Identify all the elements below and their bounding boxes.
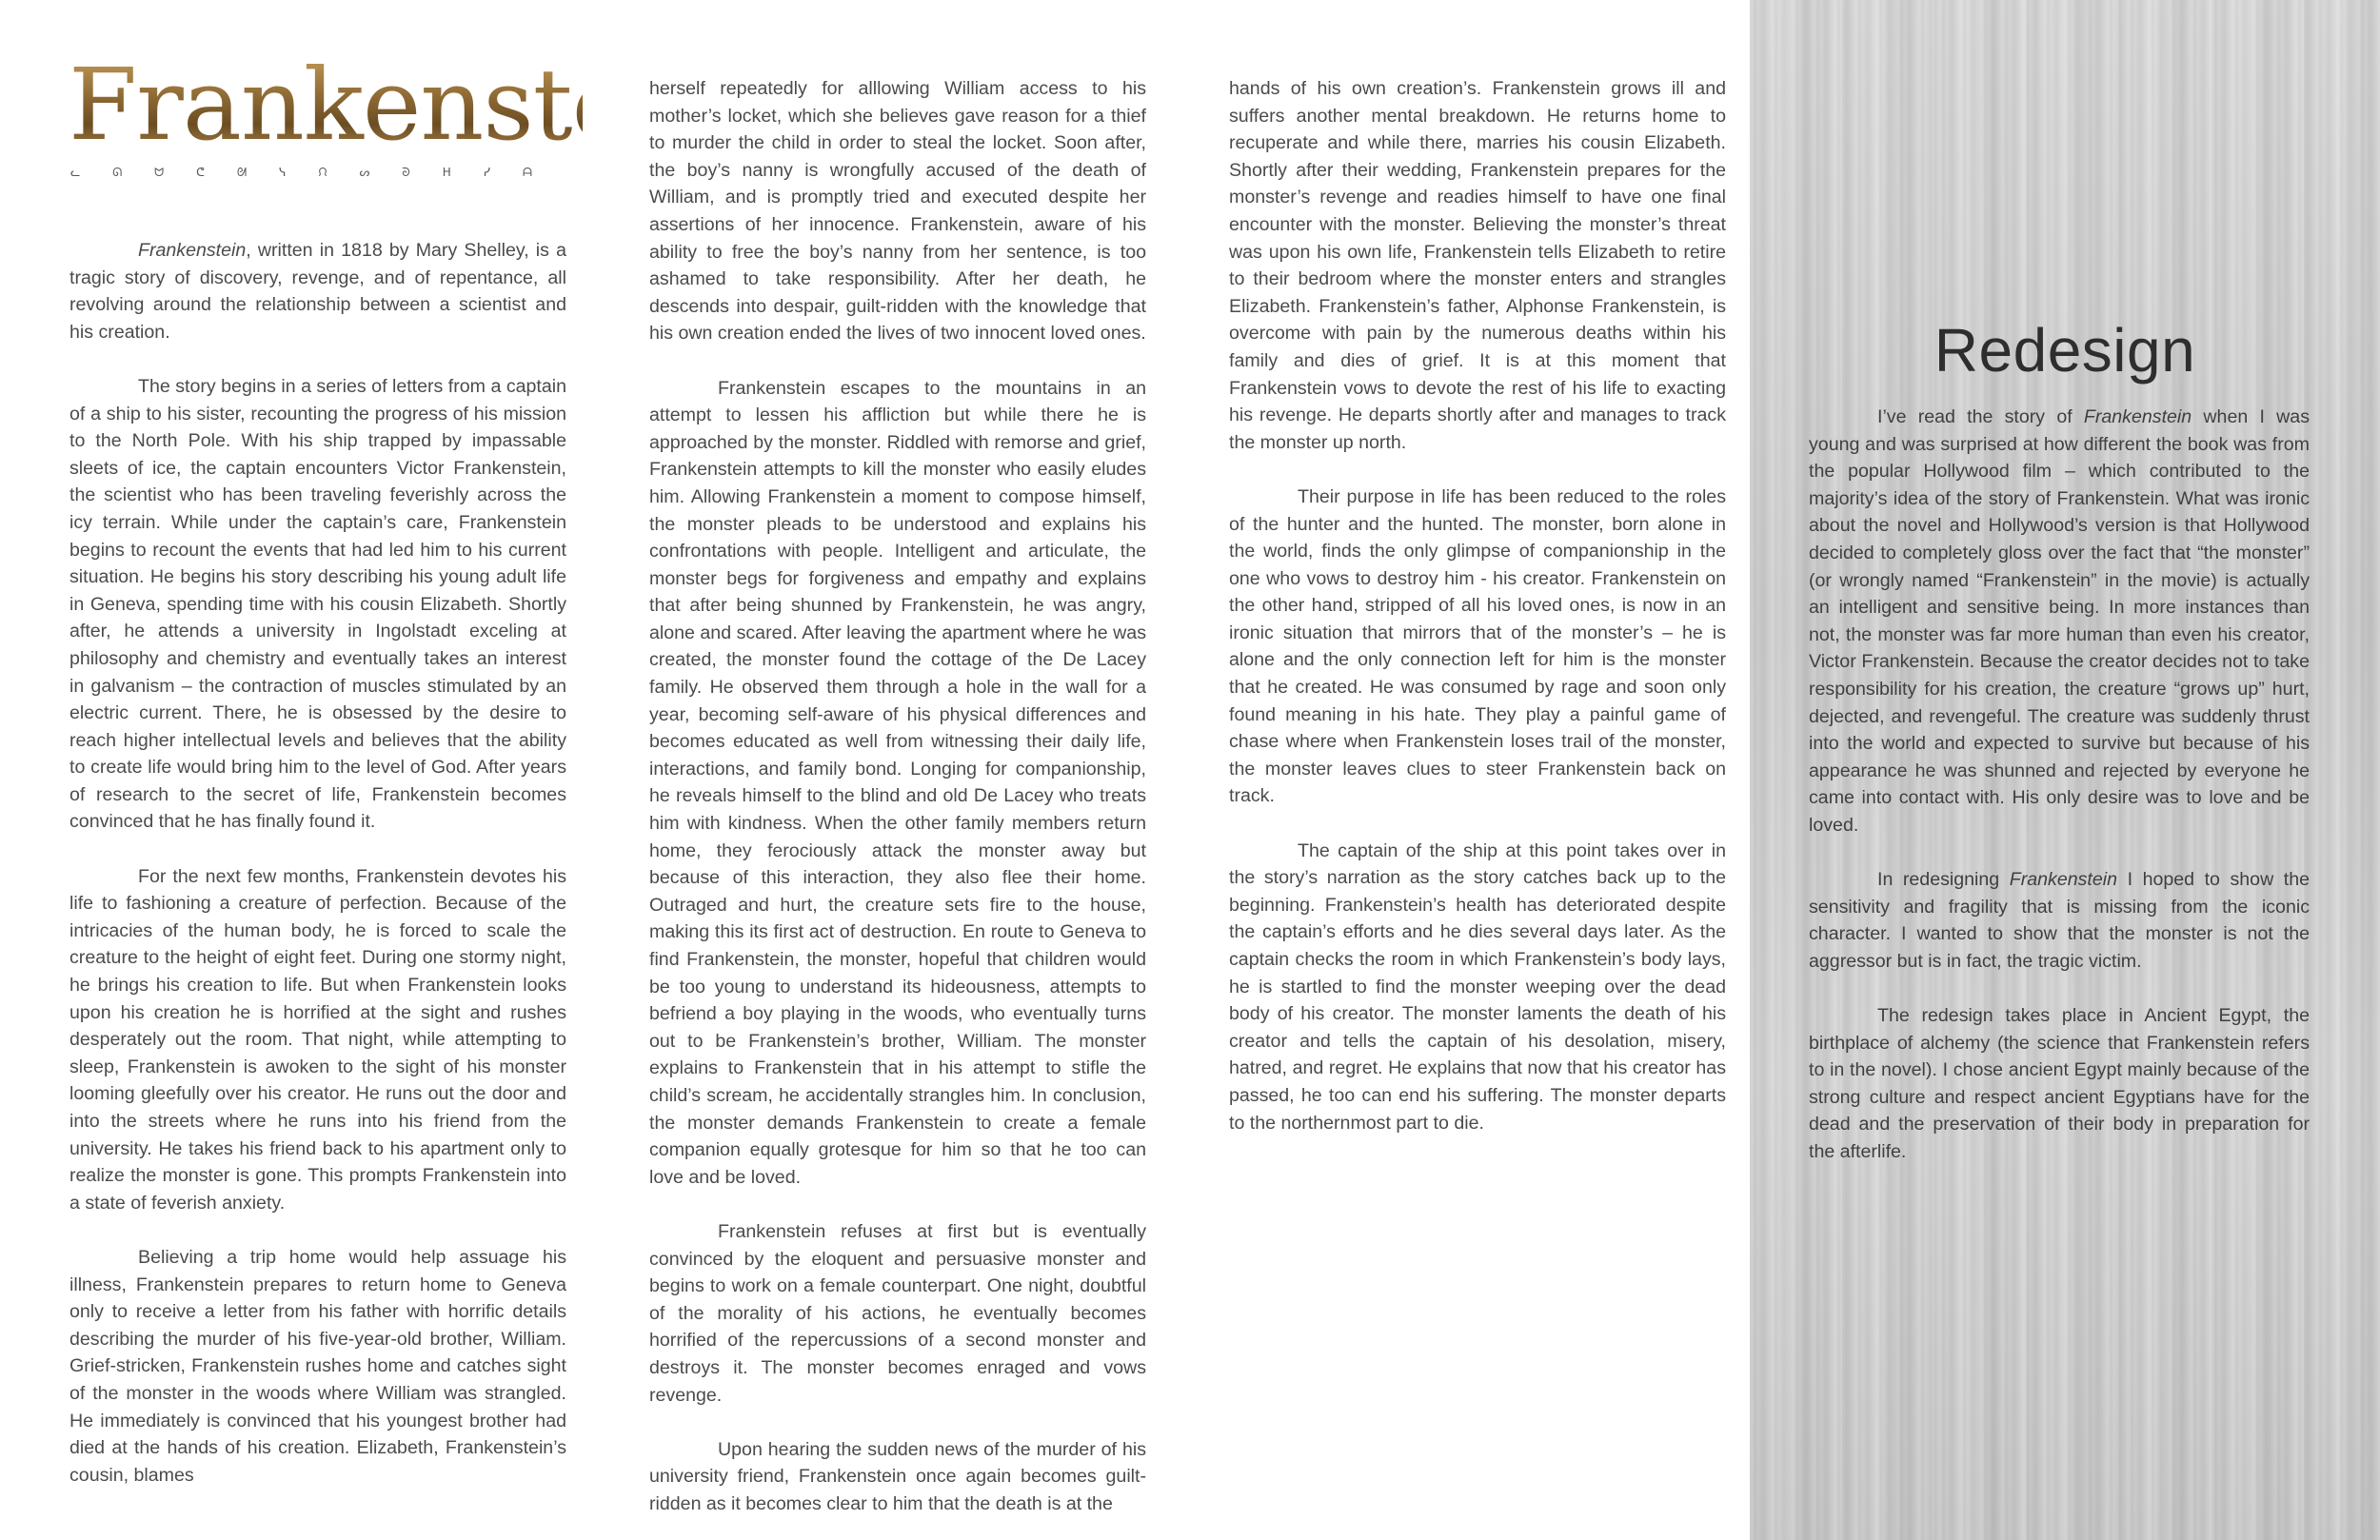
paragraph <box>69 373 566 836</box>
paragraph-text: I’ve read the story of <box>1877 406 2084 427</box>
paragraph <box>1229 838 1726 1137</box>
redesign-paragraph <box>1809 1002 2310 1166</box>
redesign-paragraph <box>1809 404 2310 839</box>
paragraph-text: when I was young and was surprised at how different the book was from the popular Hollywood film – which contributed to the majority’s idea of the story of Frankenstein. What was ironic about the novel and Hollywood’s version is that Hollywood decided to completely gloss over the fact that “the monster” (or wrongly named “Frankenstein” in the movie) is actually an intelligent and sensitive being. In more instances than not, the monster was far more human than even his creator, Victor Frankenstein. Because the creator decides not to take responsibility for his creation, the creature “grows up” hurt, dejected, and revengeful. The creature was suddenly thrust into the world and expected to survive but because of his appearance he was shunned and rejected by everyone he came into contact with. His only desire was to love and be loved. <box>1809 406 2310 836</box>
paragraph <box>649 75 1146 347</box>
paragraph-text: Upon hearing the sudden news of the murder of his university friend, Frankenstein once again becomes guilt-ridden as it becomes clear to him that the death is at the <box>649 1438 1146 1514</box>
paragraph-text: hands of his own creation’s. Frankenstein grows ill and suffers another mental breakdown. He returns home to recuperate and while there, marries his cousin Elizabeth. Shortly after their wedding, Frankenstein prepares for the monster’s revenge and readies himself to have one final encounter with the monster. Believing the monster’s threat was upon his own life, Frankenstein tells Elizabeth to retire to their bedroom where the monster enters and strangles Elizabeth. Frankenstein’s father, Alphonse Frankenstein, is overcome with pain by the numerous deaths within his family and dies of grief. It is at this moment that Frankenstein vows to devote the rest of his life to exacting his revenge. He departs shortly after and manages to track the monster up north. <box>1229 78 1726 453</box>
text-column-1 <box>69 237 566 1489</box>
redesign-paragraph <box>1809 866 2310 975</box>
redesign-text-column <box>1809 404 2310 1166</box>
paragraph-text: , written in 1818 by Mary Shelley, is a tragic story of discovery, revenge, and of repentance, all revolving around the relationship between a scientist and his creation. <box>69 240 566 343</box>
paragraph-text: I hoped to show the sensitivity and fragility that is missing from the iconic character. I wanted to show that the monster is not the aggressor but is in fact, the tragic victim. <box>1809 869 2311 972</box>
italic-title: Frankenstein <box>2009 869 2118 891</box>
paragraph <box>1229 75 1726 456</box>
paragraph-text: For the next few months, Frankenstein devotes his life to fashioning a creature of perfection. Because of the intricacies of the human body, he is forced to scale the creature to the height of eight feet. During one stormy night, he brings his creation to life. But when Frankenstein looks upon his creation he is horrified at the sight and rushes desperately out the room. That night, while attempting to sleep, Frankenstein is awoken to the sight of his monster looming gleefully over his creator. He runs out the door and into the streets where he runs into his friend from the university. He takes his friend back to his apartment only to realize the monster is gone. This prompts Frankenstein into a state of feverish anxiety. <box>69 865 566 1214</box>
paragraph-text: The captain of the ship at this point takes over in the story’s narration as the story catches back up to the beginning. Frankenstein’s health has deteriorated despite the captain’s efforts and he dies several days later. As the captain checks the room in which Frankenstein’s body lays, he is startled to find the monster weeping over the dead body of his creator. The monster laments the death of his creator and tells the captain of his desolation, misery, hatred, and regret. He explains that now that his creator has passed, he too can end his suffering. The monster departs to the northernmost part to die. <box>1229 839 1726 1134</box>
hieroglyph-row: ᓚᘏᗢᕦᘛᓭᙁᔕᘐᕼᓯᗩ <box>70 166 565 179</box>
paragraph-text: Believing a trip home would help assuage his illness, Frankenstein prepares to return home to Geneva only to receive a letter from his father with horrific details describing the murder of his five-year-old brother, William. Grief-stricken, Frankenstein rushes home and catches sight of the monster in the woods where William was strangled. He immediately is convinced that his youngest brother had died at the hands of his creation. Elizabeth, Frankenstein’s cousin, blames <box>69 1246 566 1486</box>
title-text: Frankenstein <box>69 47 724 163</box>
italic-title: Frankenstein <box>2083 406 2192 427</box>
paragraph <box>1229 484 1726 810</box>
paragraph <box>69 863 566 1217</box>
frankenstein-title-logo <box>69 47 724 179</box>
paragraph <box>649 1218 1146 1409</box>
paragraph-text: Frankenstein refuses at first but is eventually convinced by the eloquent and persuasive monster and begins to work on a female counterpart. One night, doubtful of the morality of his actions, he eventually becomes horrified of the repercussions of a second monster and destroys it. The monster becomes enraged and vows revenge. <box>649 1220 1146 1406</box>
paragraph-text: Frankenstein escapes to the mountains in an attempt to lessen his affliction but while there he is approached by the monster. Riddled with remorse and grief, Frankenstein attempts to kill the monster who easily eludes him. Allowing Frankenstein a moment to compose himself, the monster pleads to be understood and explains his confrontations with people. Intelligent and articulate, the monster begs for forgiveness and empathy and explains that after being shunned by Frankenstein, he was angry, alone and scared. After leaving the apartment where he was created, the monster found the cottage of the De Lacey family. He observed them through a hole in the wall for a year, becoming self-aware of his physical differences and becomes educated as well from witnessing their daily life, interactions, and family bond. Longing for companionship, he reveals himself to the blind and old De Lacey who treats him with kindness. When the other family members return home, they ferociously attack the monster away but because of this interaction, they also flee their home. Outraged and hurt, the creature sets fire to the house, making this its first act of destruction. En route to Geneva to find Frankenstein, the monster, hopeful that children would be too young to understand its hideousness, attempts to befriend a boy playing in the woods, who eventually turns out to be Frankenstein’s brother, William. The monster explains to Frankenstein that in his attempt to stifle the child’s scream, he accidentally strangles him. In conclusion, the monster demands Frankenstein to create a female companion equally grotesque for him so that he too can love and be loved. <box>649 377 1146 1188</box>
text-column-3 <box>1229 75 1726 1136</box>
paragraph-text: The redesign takes place in Ancient Egypt, the birthplace of alchemy (the science that Frankenstein refers to in the novel). I chose ancient Egypt mainly because of the strong culture and respect ancient Egyptians have for the dead and the preservation of their body in preparation for the afterlife. <box>1809 1005 2310 1163</box>
paragraph-text: herself repeatedly for alllowing William access to his mother’s locket, which she believes gave reason for a thief to murder the child in order to steal the locket. Soon after, the boy’s nanny is wrongfully accused of the death of William, and is promptly tried and executed despite her assertions of her innocence. Frankenstein, aware of his ability to free the boy’s nanny from her sentence, is too ashamed to take responsibility. After her death, he descends into despair, guilt-ridden with the knowledge that his own creation ended the lives of two innocent loved ones. <box>649 78 1146 345</box>
paragraph <box>69 1244 566 1489</box>
text-column-2 <box>649 75 1146 1517</box>
paragraph-text: In redesigning <box>1877 869 2010 891</box>
redesign-heading: Redesign <box>1934 316 2196 385</box>
paragraph-text: The story begins in a series of letters from a captain of a ship to his sister, recounting the progress of his mission to the North Pole. With his ship trapped by impassable sleets of ice, the captain encounters Victor Frankenstein, the scientist who has been traveling feverishly across the icy terrain. While under the captain’s care, Frankenstein begins to recount the events that had led him to his current situation. He begins his story describing his young adult life in Geneva, spending time with his cousin Elizabeth. Shortly after, he attends a university in Ingolstadt exceling at philosophy and chemistry and eventually takes an interest in galvanism – the contraction of muscles stimulated by an electric current. There, he is obsessed by the desire to reach higher intellectual levels and believes that the ability to create life would bring him to the level of God. After years of research to the secret of life, Frankenstein becomes convinced that he has finally found it. <box>69 375 566 833</box>
paragraph <box>649 1436 1146 1518</box>
paragraph-text: Their purpose in life has been reduced to the roles of the hunter and the hunted. The monster, born alone in the world, finds the only glimpse of companionship in the one who vows to destroy him - his creator. Frankenstein on the other hand, stripped of all his loved ones, is now in an ironic situation that mirrors that of the monster’s – he is alone and the only connection left for him is the monster that he created. He was consumed by rage and soon only found meaning in his hate. They play a painful game of chase where when Frankenstein loses trail of the monster, the monster leaves clues to steer Frankenstein back on track. <box>1229 485 1726 807</box>
paragraph <box>69 237 566 346</box>
italic-title: Frankenstein <box>138 240 247 261</box>
paragraph <box>649 375 1146 1192</box>
